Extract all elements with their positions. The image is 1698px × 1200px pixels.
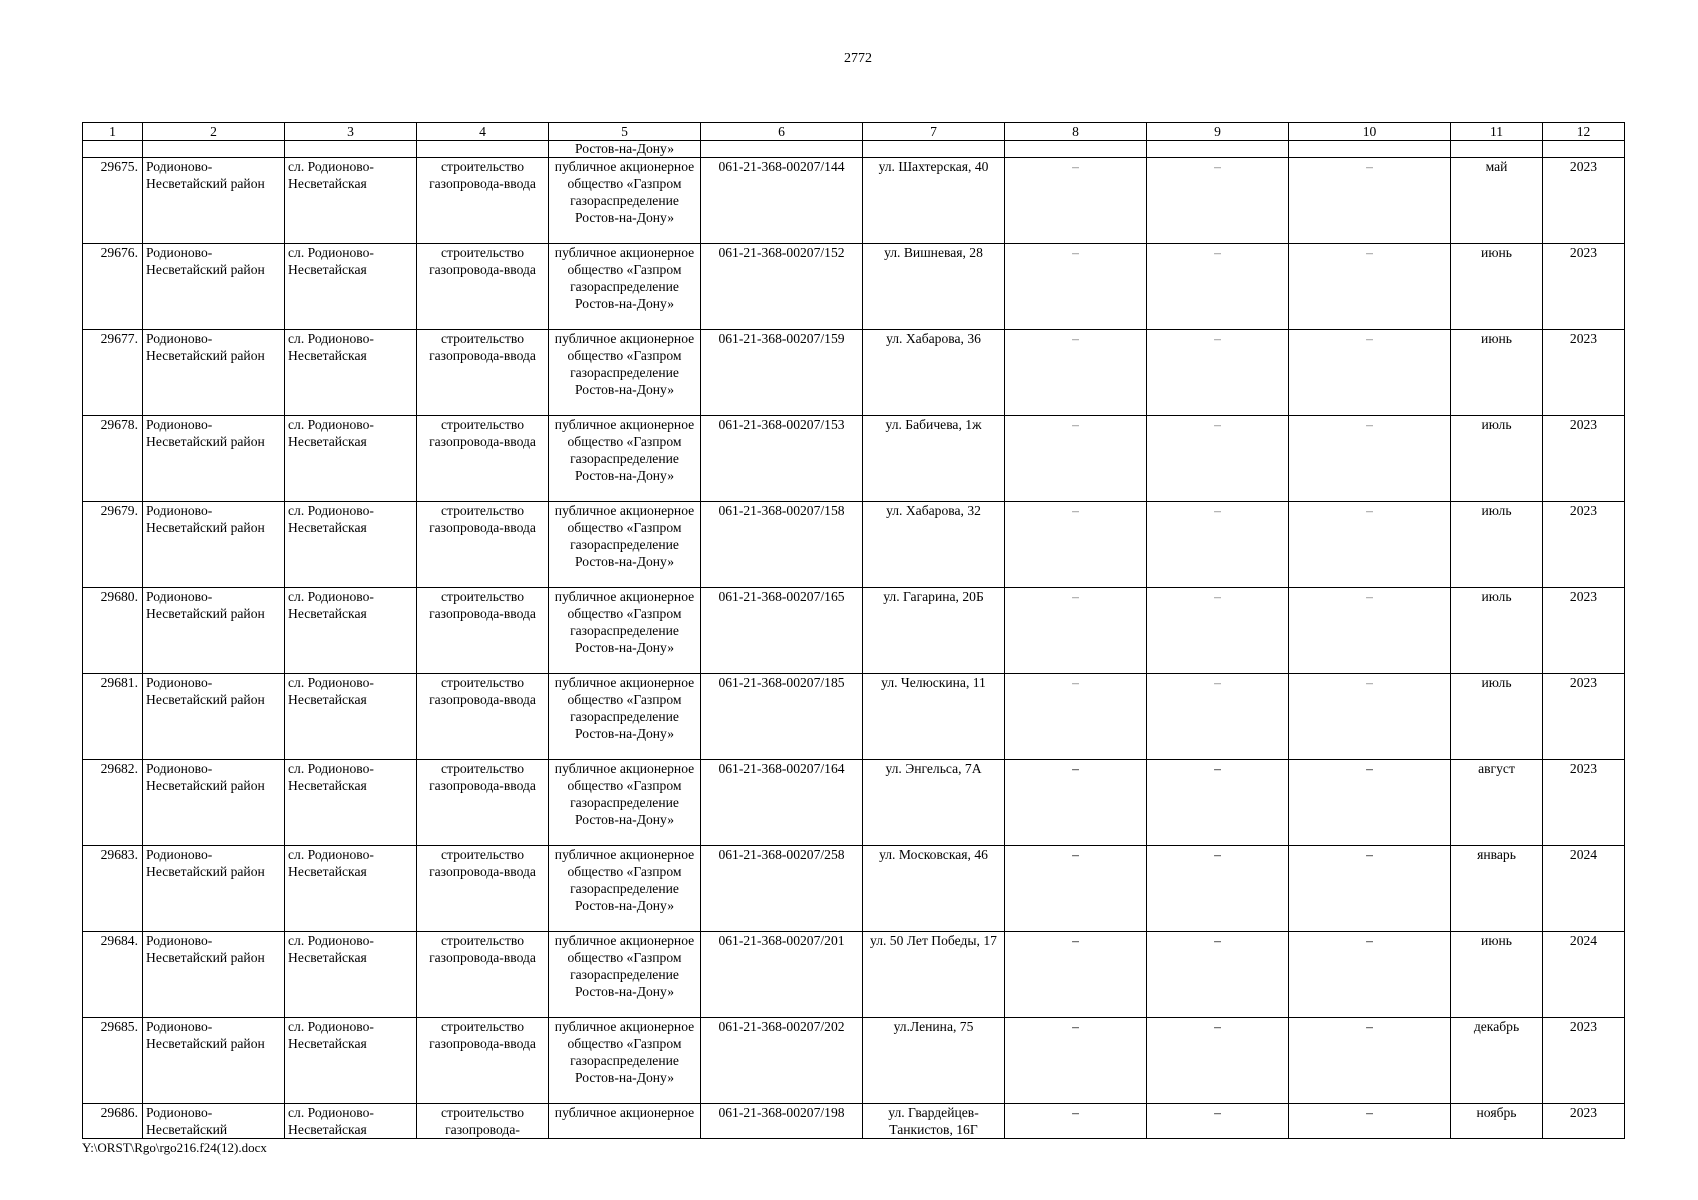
footer-file-path: Y:\ORST\Rgo\rgo216.f24(12).docx xyxy=(82,1140,267,1155)
row-number: 29682. xyxy=(83,760,143,846)
year: 2023 xyxy=(1543,1018,1625,1104)
col10-value: – xyxy=(1289,416,1451,502)
district: Родионово-Несветайский район xyxy=(143,416,285,502)
registry-code: 061-21-368-00207/258 xyxy=(701,846,863,932)
registry-code: 061-21-368-00207/201 xyxy=(701,932,863,1018)
settlement: сл. Родионово-Несветайская xyxy=(285,932,417,1018)
work-type: строительство газопровода-ввода xyxy=(417,932,549,1018)
month: январь xyxy=(1451,846,1543,932)
registry-code: 061-21-368-00207/153 xyxy=(701,416,863,502)
address: ул. Шахтерская, 40 xyxy=(863,158,1005,244)
organization: публичное акционерное общество «Газпром газораспределение Ростов-на-Дону» xyxy=(549,158,701,244)
col8-value: – xyxy=(1005,416,1147,502)
district: Родионово-Несветайский район xyxy=(143,760,285,846)
col10-value: – xyxy=(1289,244,1451,330)
work-type: строительство газопровода-ввода xyxy=(417,158,549,244)
month: ноябрь xyxy=(1451,1104,1543,1139)
header-cell: 3 xyxy=(285,123,417,141)
header-cell: 8 xyxy=(1005,123,1147,141)
header-cell: 11 xyxy=(1451,123,1543,141)
district: Родионово-Несветайский xyxy=(143,1104,285,1139)
settlement: сл. Родионово-Несветайская xyxy=(285,244,417,330)
month: август xyxy=(1451,760,1543,846)
registry-code: 061-21-368-00207/152 xyxy=(701,244,863,330)
settlement: сл. Родионово-Несветайская xyxy=(285,416,417,502)
month: июль xyxy=(1451,674,1543,760)
settlement: сл. Родионово-Несветайская xyxy=(285,846,417,932)
row-number: 29677. xyxy=(83,330,143,416)
address: ул. Московская, 46 xyxy=(863,846,1005,932)
registry-code: 061-21-368-00207/144 xyxy=(701,158,863,244)
table-row xyxy=(83,416,1625,502)
table-row xyxy=(83,932,1625,1018)
col9-value: – xyxy=(1147,588,1289,674)
row-number: 29683. xyxy=(83,846,143,932)
col8-value: – xyxy=(1005,1104,1147,1139)
settlement: сл. Родионово-Несветайская xyxy=(285,1018,417,1104)
header-cell: 2 xyxy=(143,123,285,141)
year: 2023 xyxy=(1543,244,1625,330)
address: ул. Гвардейцев-Танкистов, 16Г xyxy=(863,1104,1005,1139)
month: май xyxy=(1451,158,1543,244)
organization: публичное акционерное общество «Газпром газораспределение Ростов-на-Дону» xyxy=(549,502,701,588)
organization: публичное акционерное общество «Газпром газораспределение Ростов-на-Дону» xyxy=(549,932,701,1018)
work-type: строительство газопровода-ввода xyxy=(417,416,549,502)
year: 2023 xyxy=(1543,502,1625,588)
district: Родионово-Несветайский район xyxy=(143,1018,285,1104)
col8-value: – xyxy=(1005,1018,1147,1104)
address: ул. 50 Лет Победы, 17 xyxy=(863,932,1005,1018)
district: Родионово-Несветайский район xyxy=(143,588,285,674)
year: 2023 xyxy=(1543,330,1625,416)
table-row xyxy=(83,1018,1625,1104)
address: ул. Бабичева, 1ж xyxy=(863,416,1005,502)
year: 2023 xyxy=(1543,416,1625,502)
month: июль xyxy=(1451,416,1543,502)
row-number: 29681. xyxy=(83,674,143,760)
col8-value: – xyxy=(1005,158,1147,244)
row-number: 29686. xyxy=(83,1104,143,1139)
col10-value: – xyxy=(1289,158,1451,244)
year: 2023 xyxy=(1543,674,1625,760)
table-row xyxy=(83,502,1625,588)
col8-value: – xyxy=(1005,674,1147,760)
col9-value: – xyxy=(1147,674,1289,760)
address: ул. Челюскина, 11 xyxy=(863,674,1005,760)
table-row xyxy=(83,760,1625,846)
settlement: сл. Родионово-Несветайская xyxy=(285,1104,417,1139)
col8-value: – xyxy=(1005,760,1147,846)
month: июнь xyxy=(1451,330,1543,416)
header-cell: 5 xyxy=(549,123,701,141)
table-row xyxy=(83,1104,1625,1139)
address: ул.Ленина, 75 xyxy=(863,1018,1005,1104)
registry-code: 061-21-368-00207/164 xyxy=(701,760,863,846)
month: июнь xyxy=(1451,244,1543,330)
work-type: строительство газопровода-ввода xyxy=(417,1018,549,1104)
registry-code: 061-21-368-00207/198 xyxy=(701,1104,863,1139)
district: Родионово-Несветайский район xyxy=(143,674,285,760)
month: июль xyxy=(1451,502,1543,588)
registry-code: 061-21-368-00207/185 xyxy=(701,674,863,760)
table-row xyxy=(83,158,1625,244)
row-number: 29684. xyxy=(83,932,143,1018)
year: 2023 xyxy=(1543,588,1625,674)
registry-code: 061-21-368-00207/165 xyxy=(701,588,863,674)
settlement: сл. Родионово-Несветайская xyxy=(285,674,417,760)
row-number: 29685. xyxy=(83,1018,143,1104)
organization: публичное акционерное общество «Газпром газораспределение Ростов-на-Дону» xyxy=(549,760,701,846)
row-number: 29679. xyxy=(83,502,143,588)
col10-value: – xyxy=(1289,760,1451,846)
work-type: строительство газопровода-ввода xyxy=(417,846,549,932)
address: ул. Энгельса, 7А xyxy=(863,760,1005,846)
col8-value: – xyxy=(1005,330,1147,416)
year: 2024 xyxy=(1543,846,1625,932)
district: Родионово-Несветайский район xyxy=(143,846,285,932)
work-type: строительство газопровода-ввода xyxy=(417,502,549,588)
district: Родионово-Несветайский район xyxy=(143,330,285,416)
table-row xyxy=(83,588,1625,674)
district: Родионово-Несветайский район xyxy=(143,244,285,330)
address: ул. Гагарина, 20Б xyxy=(863,588,1005,674)
district: Родионово-Несветайский район xyxy=(143,502,285,588)
organization: публичное акционерное общество «Газпром газораспределение Ростов-на-Дону» xyxy=(549,588,701,674)
col8-value: – xyxy=(1005,588,1147,674)
col9-value: – xyxy=(1147,1018,1289,1104)
settlement: сл. Родионово-Несветайская xyxy=(285,588,417,674)
registry-table xyxy=(82,122,1625,1139)
organization: публичное акционерное xyxy=(549,1104,701,1139)
col9-value: – xyxy=(1147,932,1289,1018)
col9-value: – xyxy=(1147,158,1289,244)
table-body xyxy=(83,141,1625,1139)
address: ул. Хабарова, 36 xyxy=(863,330,1005,416)
registry-code: 061-21-368-00207/158 xyxy=(701,502,863,588)
address: ул. Хабарова, 32 xyxy=(863,502,1005,588)
col9-value: – xyxy=(1147,244,1289,330)
organization: публичное акционерное общество «Газпром газораспределение Ростов-на-Дону» xyxy=(549,330,701,416)
organization: публичное акционерное общество «Газпром газораспределение Ростов-на-Дону» xyxy=(549,416,701,502)
row-number: 29680. xyxy=(83,588,143,674)
col10-value: – xyxy=(1289,674,1451,760)
col8-value: – xyxy=(1005,846,1147,932)
month: декабрь xyxy=(1451,1018,1543,1104)
col9-value: – xyxy=(1147,1104,1289,1139)
header-cell: 7 xyxy=(863,123,1005,141)
table-row xyxy=(83,846,1625,932)
col10-value: – xyxy=(1289,932,1451,1018)
col10-value: – xyxy=(1289,502,1451,588)
settlement: сл. Родионово-Несветайская xyxy=(285,158,417,244)
header-cell: 1 xyxy=(83,123,143,141)
month: июнь xyxy=(1451,932,1543,1018)
header-cell: 6 xyxy=(701,123,863,141)
col8-value: – xyxy=(1005,244,1147,330)
row-number: 29678. xyxy=(83,416,143,502)
col9-value: – xyxy=(1147,760,1289,846)
settlement: сл. Родионово-Несветайская xyxy=(285,502,417,588)
organization: публичное акционерное общество «Газпром газораспределение Ростов-на-Дону» xyxy=(549,244,701,330)
district: Родионово-Несветайский район xyxy=(143,932,285,1018)
address: ул. Вишневая, 28 xyxy=(863,244,1005,330)
col9-value: – xyxy=(1147,416,1289,502)
continuation-org: Ростов-на-Дону» xyxy=(549,141,701,158)
organization: публичное акционерное общество «Газпром газораспределение Ростов-на-Дону» xyxy=(549,674,701,760)
header-row xyxy=(83,123,1625,141)
table-row xyxy=(83,330,1625,416)
col8-value: – xyxy=(1005,932,1147,1018)
registry-code: 061-21-368-00207/202 xyxy=(701,1018,863,1104)
organization: публичное акционерное общество «Газпром газораспределение Ростов-на-Дону» xyxy=(549,1018,701,1104)
col10-value: – xyxy=(1289,1018,1451,1104)
settlement: сл. Родионово-Несветайская xyxy=(285,330,417,416)
header-cell: 12 xyxy=(1543,123,1625,141)
month: июль xyxy=(1451,588,1543,674)
settlement: сл. Родионово-Несветайская xyxy=(285,760,417,846)
registry-code: 061-21-368-00207/159 xyxy=(701,330,863,416)
col9-value: – xyxy=(1147,846,1289,932)
work-type: строительство газопровода- xyxy=(417,1104,549,1139)
work-type: строительство газопровода-ввода xyxy=(417,674,549,760)
header-cell: 9 xyxy=(1147,123,1289,141)
page-number: 2772 xyxy=(844,51,872,66)
work-type: строительство газопровода-ввода xyxy=(417,244,549,330)
header-cell: 10 xyxy=(1289,123,1451,141)
year: 2023 xyxy=(1543,1104,1625,1139)
year: 2023 xyxy=(1543,760,1625,846)
col10-value: – xyxy=(1289,588,1451,674)
row-number: 29676. xyxy=(83,244,143,330)
work-type: строительство газопровода-ввода xyxy=(417,588,549,674)
table-row xyxy=(83,674,1625,760)
col10-value: – xyxy=(1289,846,1451,932)
col9-value: – xyxy=(1147,502,1289,588)
row-number: 29675. xyxy=(83,158,143,244)
col9-value: – xyxy=(1147,330,1289,416)
col10-value: – xyxy=(1289,1104,1451,1139)
col10-value: – xyxy=(1289,330,1451,416)
organization: публичное акционерное общество «Газпром газораспределение Ростов-на-Дону» xyxy=(549,846,701,932)
continuation-row xyxy=(83,141,1625,158)
work-type: строительство газопровода-ввода xyxy=(417,330,549,416)
col8-value: – xyxy=(1005,502,1147,588)
header-cell: 4 xyxy=(417,123,549,141)
year: 2024 xyxy=(1543,932,1625,1018)
district: Родионово-Несветайский район xyxy=(143,158,285,244)
table-row xyxy=(83,244,1625,330)
year: 2023 xyxy=(1543,158,1625,244)
work-type: строительство газопровода-ввода xyxy=(417,760,549,846)
